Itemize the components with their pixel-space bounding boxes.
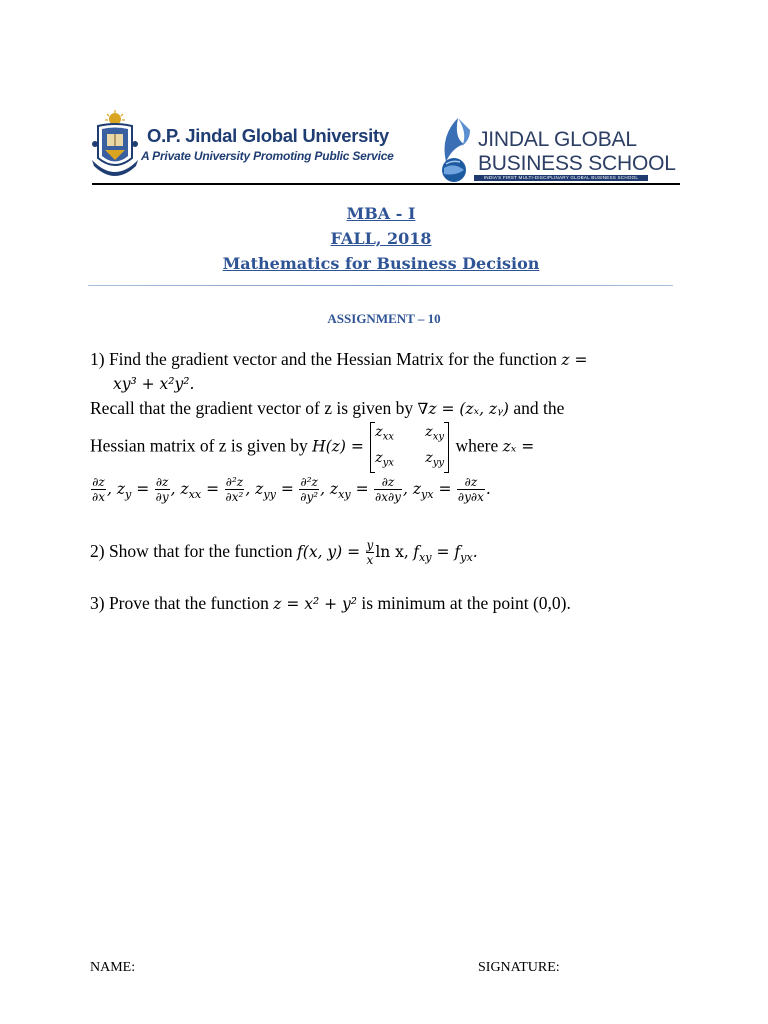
hessian-matrix-row2: $z_{yx}$ $z_{yy}$	[375, 449, 445, 469]
university-crest-icon	[92, 110, 138, 184]
partial-z-y: $\frac{\partial z}{\partial y}$	[155, 475, 169, 505]
q1-prompt: 1) Find the gradient vector and the Hessian Matrix for the function	[90, 349, 558, 369]
course-title: Mathematics for Business Decision	[222, 254, 540, 273]
partial-z-xy: $\frac{\partial z}{\partial x\partial y}$	[375, 475, 401, 505]
program-title: MBA - I	[346, 204, 416, 223]
title-divider	[88, 285, 673, 286]
q3-line	[90, 591, 571, 616]
q1-gradient: ∇z = (zₓ, zᵧ)	[417, 400, 509, 418]
partial-z-xx: $\frac{\text{∂²z}}{\text{∂x²}}$	[225, 475, 244, 505]
q1-recall-text: Recall that the gradient vector of z is given by	[90, 398, 414, 418]
q2-ln: ln x,	[375, 543, 409, 561]
q1-line1	[90, 347, 588, 372]
university-name: O.P. Jindal Global University	[147, 125, 389, 146]
q1-hessian-text: Hessian matrix of z is given by	[90, 435, 308, 456]
partial-z-x: $\frac{\partial z}{\partial x}$	[92, 475, 105, 505]
partial-z-yy: $\frac{\text{∂²z}}{\text{∂y²}}$	[300, 475, 319, 505]
q2-equality: $f_{xy} = f_{yx}$.	[413, 543, 478, 564]
q2-lhs: f(x, y) =	[297, 543, 361, 561]
header-divider	[92, 183, 680, 185]
name-label: NAME:	[90, 960, 136, 975]
school-strip: INDIA'S FIRST MULTI-DISCIPLINARY GLOBAL BUSINESS SCHOOL	[474, 175, 648, 181]
q1-hessian-line	[90, 422, 534, 473]
signature-label: SIGNATURE:	[478, 960, 560, 975]
q2-fraction: $\frac{y}{x}$	[366, 538, 374, 568]
university-tagline: A Private University Promoting Public Service	[141, 149, 394, 163]
q1-function-lhs: z =	[561, 351, 588, 369]
assignment-heading: ASSIGNMENT – 10	[327, 311, 441, 326]
term-title: FALL, 2018	[330, 229, 432, 248]
q1-partials-line: $\frac{\partial z}{\partial x}$ , $z_y$ = $\frac{\partial z}{\partial y}$ , $z_{xx}$ = $\frac{\text{∂²z}}{\text{∂x²}}$ , $z_{yy}$ = $\frac{\text{∂²z}}{\text{∂y²}}$ , $z_{xy}$ = $\frac{\partial z}{\partial x\partial y}$ , $z_{yx}$ = $\frac{\partial z}{\partial y\partial x}$ .	[92, 475, 491, 505]
hessian-matrix	[370, 422, 449, 473]
q3-function: z = x² + y²	[273, 595, 358, 613]
jgbs-logo-icon	[432, 118, 476, 184]
q3-prompt: 3) Prove that the function	[90, 593, 269, 613]
q3-tail: is minimum at the point (0,0).	[361, 593, 571, 613]
q1-hessian-lhs: H(z) =	[312, 437, 364, 456]
hessian-matrix-row1: $z_{xx}$ $z_{xy}$	[375, 424, 445, 443]
partial-z-yx: $\frac{\partial z}{\partial y\partial x}$	[457, 475, 484, 505]
school-name-line1: JINDAL GLOBAL	[478, 128, 637, 151]
school-name-line2: BUSINESS SCHOOL	[478, 152, 676, 175]
q1-zx-eq: zₓ =	[502, 437, 535, 456]
school-name	[478, 128, 676, 176]
q1-and-the: and the	[513, 398, 565, 418]
q1-function-rhs: xy³ + x²y².	[113, 375, 195, 393]
q2-line	[90, 534, 478, 575]
q1-recall-line	[90, 396, 564, 421]
q2-prompt: 2) Show that for the function	[90, 541, 293, 561]
q1-where-text: where	[455, 435, 499, 456]
